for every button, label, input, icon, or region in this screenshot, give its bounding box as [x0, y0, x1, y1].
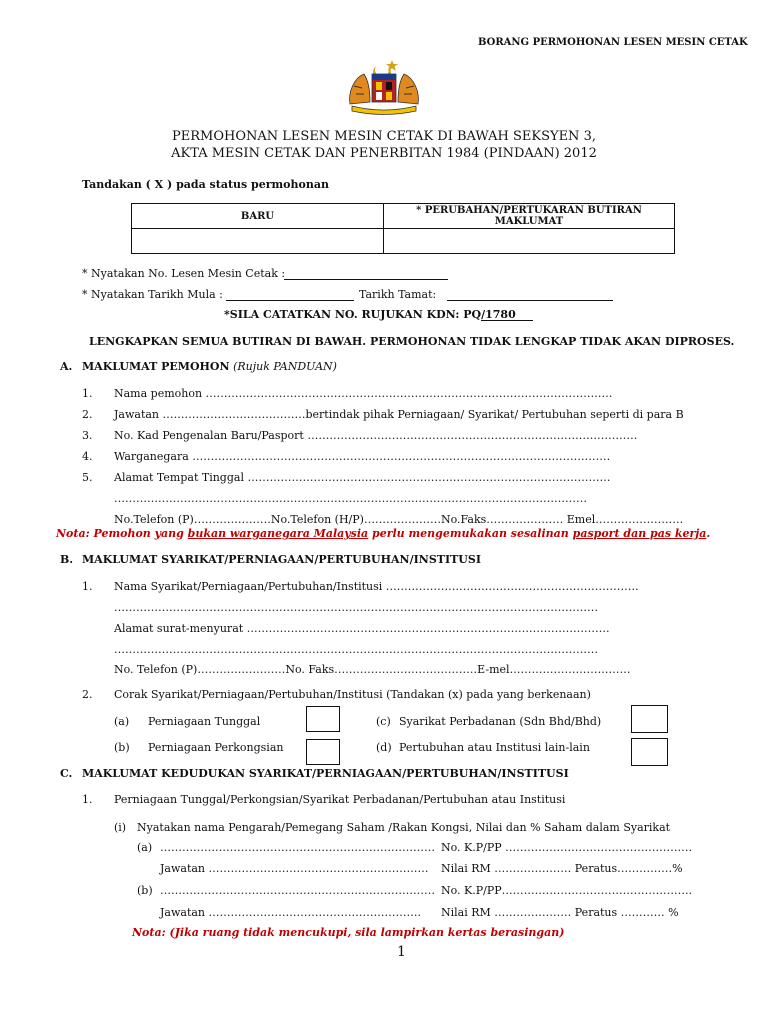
option-d-checkbox[interactable] — [631, 738, 668, 766]
section-a-nota — [56, 527, 710, 540]
option-d-key: (d) — [376, 741, 392, 754]
status-baru-header: BARU — [132, 204, 384, 229]
section-b-item-1-num: 1. — [82, 580, 93, 593]
section-c-item-1-num: 1. — [82, 793, 93, 806]
nota-non-citizen: bukan warganegara Malaysia — [187, 527, 369, 540]
section-a-item-5-num: 5. — [82, 471, 93, 484]
section-b-item-2-num: 2. — [82, 688, 93, 701]
section-b-title: MAKLUMAT SYARIKAT/PERNIAGAAN/PERTUBUHAN/INSTITUSI — [82, 553, 481, 566]
home-address-continued[interactable]: ………………………………………………………………………………………………………………… — [114, 492, 587, 505]
section-c-letter: C. — [60, 767, 73, 780]
mailing-address-field[interactable]: Alamat surat-menyurat ……………………………………………………………………………………… — [114, 622, 610, 635]
title-line-2: AKTA MESIN CETAK DAN PENERBITAN 1984 (PINDAAN) 2012 — [171, 146, 597, 161]
section-c-item-1-text: Perniagaan Tunggal/Perkongsian/Syarikat Perbadanan/Pertubuhan atau Institusi — [114, 793, 566, 806]
kdn-reference-field[interactable] — [481, 320, 533, 321]
row-b-key: (b) — [137, 884, 153, 897]
home-address-field[interactable]: Alamat Tempat Tinggal ……………………………………………………………………………………… — [114, 471, 611, 484]
company-phone-fields[interactable]: No. Telefon (P)……………………No. Faks…………………………………E-mel…………………………… — [114, 663, 631, 676]
option-b-key: (b) — [114, 741, 130, 754]
section-a-item-4-num: 4. — [82, 450, 93, 463]
option-a-label: Perniagaan Tunggal — [148, 715, 261, 728]
license-no-label: * Nyatakan No. Lesen Mesin Cetak : — [82, 267, 286, 280]
section-a-heading — [82, 360, 337, 373]
option-c-label: Syarikat Perbadanan (Sdn Bhd/Bhd) — [399, 715, 602, 728]
section-c-nota: Nota: (Jika ruang tidak mencukupi, sila lampirkan kertas berasingan) — [132, 926, 565, 939]
nota-passport: pasport dan pas kerja — [572, 527, 707, 540]
status-perubahan-header: * PERUBAHAN/PERTUKARAN BUTIRAN MAKLUMAT — [384, 204, 675, 229]
option-a-checkbox[interactable] — [306, 706, 340, 732]
end-date-field[interactable] — [447, 300, 613, 301]
section-a-letter: A. — [60, 360, 73, 373]
section-b-letter: B. — [60, 553, 74, 566]
company-name-field[interactable]: Nama Syarikat/Perniagaan/Pertubuhan/Institusi …………………………………………………………… — [114, 580, 639, 593]
status-baru-checkbox[interactable] — [132, 229, 384, 254]
nota-middle: perlu mengemukakan sesalinan — [368, 527, 573, 540]
row-b-position-field[interactable]: Jawatan …………………………………………………. — [160, 906, 421, 919]
section-a-item-3-num: 3. — [82, 429, 93, 442]
company-name-continued[interactable]: …………………………………………………………………………………………………………………… — [114, 601, 598, 614]
option-c-key: (c) — [376, 715, 391, 728]
status-perubahan-checkbox[interactable] — [384, 229, 675, 254]
page-number: 1 — [397, 944, 406, 960]
kdn-reference-label: *SILA CATATKAN NO. RUJUKAN KDN: PQ/1780 — [224, 308, 516, 321]
status-table — [131, 203, 675, 254]
row-a-name-field[interactable]: ………………………………………………………………… — [160, 841, 435, 854]
title-line-1: PERMOHONAN LESEN MESIN CETAK DI BAWAH SEKSYEN 3, — [172, 129, 596, 144]
start-date-field[interactable] — [226, 300, 354, 301]
applicant-position-field[interactable]: Jawatan …………………………………bertindak pihak Perniagaan/ Syarikat/ Pertubuhan seperti di para B — [114, 408, 684, 421]
start-date-label: * Nyatakan Tarikh Mula : — [82, 288, 223, 301]
nota-end: . — [706, 527, 711, 540]
row-b-value-field[interactable]: Nilai RM ………………… Peratus ………… % — [441, 906, 679, 919]
nota-prefix: Nota: Pemohon yang — [56, 527, 188, 540]
mailing-address-continued[interactable]: …………………………………………………………………………………………………………………… — [114, 643, 598, 656]
company-type-prompt: Corak Syarikat/Perniagaan/Pertubuhan/Institusi (Tandakan (x) pada yang berkenaan) — [114, 688, 591, 701]
option-c-checkbox[interactable] — [631, 705, 668, 733]
option-b-checkbox[interactable] — [306, 739, 340, 765]
form-header: BORANG PERMOHONAN LESEN MESIN CETAK — [478, 37, 748, 48]
section-a-item-1-num: 1. — [82, 387, 93, 400]
option-b-label: Perniagaan Perkongsian — [148, 741, 284, 754]
end-date-label: Tarikh Tamat: — [359, 288, 437, 301]
applicant-phone-fields[interactable]: No.Telefon (P)…………………No.Telefon (H/P)…………………No.Faks………………… Emel…………………… — [114, 513, 684, 526]
sub-i-text: Nyatakan nama Pengarah/Pemegang Saham /Rakan Kongsi, Nilai dan % Saham dalam Syarikat — [137, 821, 671, 834]
option-a-key: (a) — [114, 715, 130, 728]
option-d-label: Pertubuhan atau Institusi lain-lain — [399, 741, 590, 754]
status-prompt: Tandakan ( X ) pada status permohonan — [82, 178, 329, 191]
instruction-text: LENGKAPKAN SEMUA BUTIRAN DI BAWAH. PERMOHONAN TIDAK LENGKAP TIDAK AKAN DIPROSES. — [89, 335, 735, 348]
row-a-key: (a) — [137, 841, 153, 854]
nationality-field[interactable]: Warganegara …………………………………………………………………………………………………… — [114, 450, 611, 463]
row-a-position-field[interactable]: Jawatan …………………………………………………… — [160, 862, 429, 875]
section-a-note: (Rujuk PANDUAN) — [233, 360, 337, 373]
applicant-name-field[interactable]: Nama pemohon ………………………………………………………………………………………………… — [114, 387, 613, 400]
section-a-title: MAKLUMAT PEMOHON — [82, 360, 230, 373]
ic-passport-field[interactable]: No. Kad Pengenalan Baru/Pasport ……………………………………………………………………………… — [114, 429, 638, 442]
license-no-field[interactable] — [284, 279, 448, 280]
section-a-item-2-num: 2. — [82, 408, 93, 421]
row-a-value-field[interactable]: Nilai RM ………………… Peratus……………% — [441, 862, 683, 875]
row-a-kp-field[interactable]: No. K.P/PP …………………………………………… — [441, 841, 693, 854]
coat-of-arms-emblem — [342, 56, 426, 116]
section-c-title: MAKLUMAT KEDUDUKAN SYARIKAT/PERNIAGAAN/PERTUBUHAN/INSTITUSI — [82, 767, 569, 780]
row-b-name-field[interactable]: ………………………………………………………………… — [160, 884, 435, 897]
row-b-kp-field[interactable]: No. K.P/PP……………………………………………. — [441, 884, 693, 897]
sub-i-key: (i) — [114, 821, 127, 834]
